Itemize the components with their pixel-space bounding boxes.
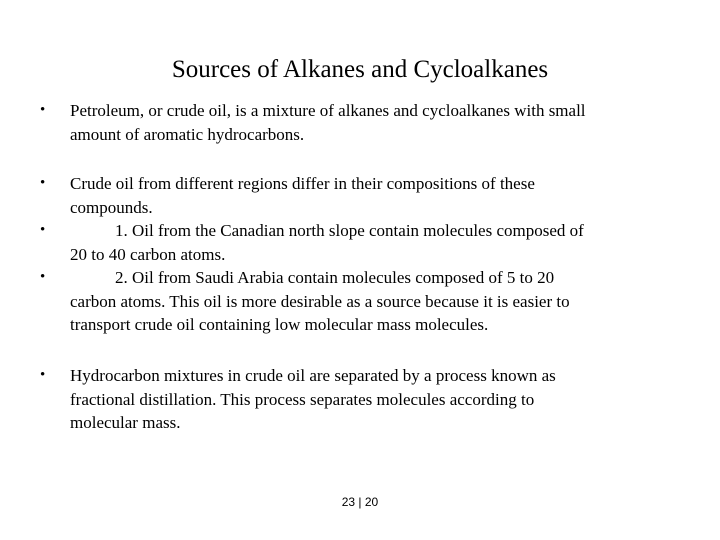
bullet-crude-oil-regions (70, 172, 690, 337)
bullet-marker: • (40, 222, 46, 238)
bullet-marker: • (40, 269, 46, 285)
bullet-text-line: compounds. (70, 197, 153, 217)
bullet-fractional-distillation (70, 364, 690, 435)
bullet-text-line: carbon atoms. This oil is more desirable as a source because it is easier to (70, 291, 570, 311)
bullet-text-line: Hydrocarbon mixtures in crude oil are separated by a process known as (70, 366, 556, 385)
bullet-marker: • (40, 175, 46, 191)
bullet-marker: • (40, 367, 46, 383)
bullet-marker: • (40, 102, 46, 118)
bullet-text-line: transport crude oil containing low molecular mass molecules. (70, 315, 489, 334)
subpoint-canadian-oil: 1. Oil from the Canadian north slope contain molecules composed of (115, 221, 584, 240)
bullet-text-line: 20 to 40 carbon atoms. (70, 244, 226, 264)
page-number: 23 | 20 (341, 495, 379, 509)
bullet-petroleum (70, 99, 690, 146)
bullet-text-line: molecular mass. (70, 413, 181, 432)
slide-title: Sources of Alkanes and Cycloalkanes (171, 56, 549, 83)
bullet-text-line: amount of aromatic hydrocarbons. (70, 124, 305, 144)
bullet-text-line: fractional distillation. This process separates molecules according to (70, 389, 535, 409)
bullet-text-line: Petroleum, or crude oil, is a mixture of alkanes and cycloalkanes with small (70, 101, 586, 120)
subpoint-saudi-oil: 2. Oil from Saudi Arabia contain molecules composed of 5 to 20 (115, 268, 555, 287)
bullet-text-line: Crude oil from different regions differ in their compositions of these (70, 174, 535, 193)
